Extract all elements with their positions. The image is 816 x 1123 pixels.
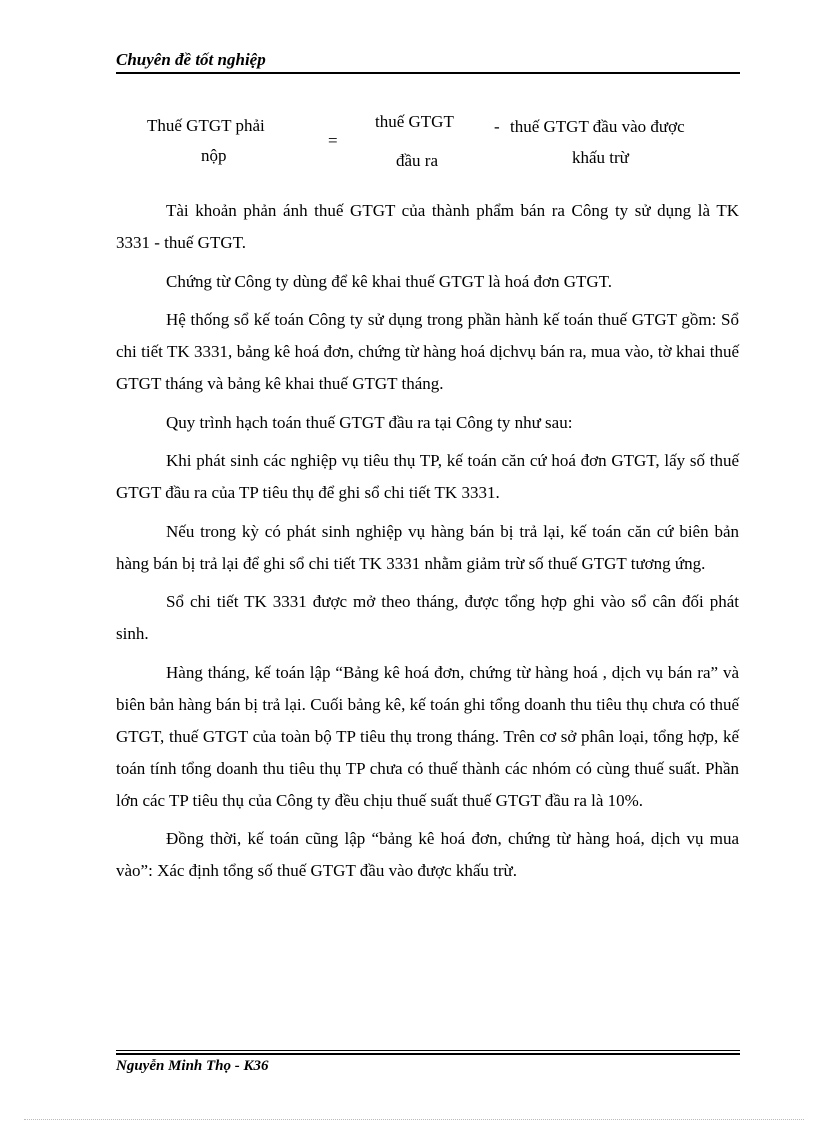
- formula-term1-line1: thuế GTGT: [375, 112, 454, 131]
- vat-formula: [0, 108, 816, 178]
- footer-rule-thick: [116, 1053, 740, 1055]
- page-bottom-dotted-border: [24, 1119, 804, 1120]
- footer-rule: [116, 1050, 740, 1051]
- paragraph: Hàng tháng, kế toán lập “Bảng kê hoá đơn, chứng từ hàng hoá , dịch vụ bán ra” và biên bản hàng bán bị trả lại. Cuối bảng kê, kế toán ghi tổng doanh thu tiêu thụ chưa có thuế GTGT, thuế GTGT của toàn bộ TP tiêu thụ trong tháng. Trên cơ sở phân loại, tổng hợp, kế toán tính tổng doanh thu tiêu thụ TP chưa có thuế thành các nhóm có cùng thuế suất. Phần lớn các TP tiêu thụ của Công ty đều chịu thuế suất thuế GTGT đầu ra là 10%.: [116, 662, 739, 810]
- paragraph: Nếu trong kỳ có phát sinh nghiệp vụ hàng bán bị trả lại, kế toán căn cứ biên bản hàng bán bị trả lại để ghi sổ chi tiết TK 3331 nhằm giảm trừ số thuế GTGT tương ứng.: [116, 521, 739, 573]
- paragraph: Hệ thống sổ kế toán Công ty sử dụng trong phần hành kế toán thuế GTGT gồm: Sổ chi tiết TK 3331, bảng kê hoá đơn, chứng từ hàng hoá dịchvụ bán ra, mua vào, tờ khai thuế GTGT tháng và bảng kê khai thuế GTGT tháng.: [116, 310, 739, 393]
- paragraph: Đồng thời, kế toán cũng lập “bảng kê hoá đơn, chứng từ hàng hoá, dịch vụ mua vào”: Xác định tổng số thuế GTGT đầu vào được khấu trừ.: [116, 829, 739, 880]
- header-title: Chuyên đề tốt nghiệp: [116, 50, 266, 69]
- formula-term1-line2: đầu ra: [396, 151, 439, 170]
- formula-minus: -: [494, 117, 500, 136]
- footer-author: Nguyễn Minh Thọ - K36: [116, 1058, 269, 1074]
- formula-lhs-line2: nộp: [201, 146, 227, 165]
- paragraph: Tài khoản phản ánh thuế GTGT của thành phẩm bán ra Công ty sử dụng là TK 3331 - thuế GTGT.: [116, 201, 739, 252]
- paragraph: Quy trình hạch toán thuế GTGT đầu ra tại Công ty như sau:: [166, 412, 573, 432]
- page-header: [116, 49, 740, 71]
- body-text: [116, 195, 739, 894]
- formula-term2-line2: khấu trừ: [572, 148, 629, 167]
- formula-lhs-line1: Thuế GTGT phải: [147, 116, 265, 135]
- formula-equals: =: [328, 131, 338, 150]
- paragraph: Sổ chi tiết TK 3331 được mở theo tháng, được tổng hợp ghi vào sổ cân đối phát sinh.: [116, 592, 739, 643]
- paragraph: Khi phát sinh các nghiệp vụ tiêu thụ TP, kế toán căn cứ hoá đơn GTGT, lấy số thuế GTGT đầu ra của TP tiêu thụ để ghi sổ chi tiết TK 3331.: [116, 451, 739, 502]
- header-rule: [116, 72, 740, 74]
- formula-term2-line1: thuế GTGT đầu vào được: [510, 117, 685, 136]
- paragraph: Chứng từ Công ty dùng để kê khai thuế GTGT là hoá đơn GTGT.: [166, 271, 613, 291]
